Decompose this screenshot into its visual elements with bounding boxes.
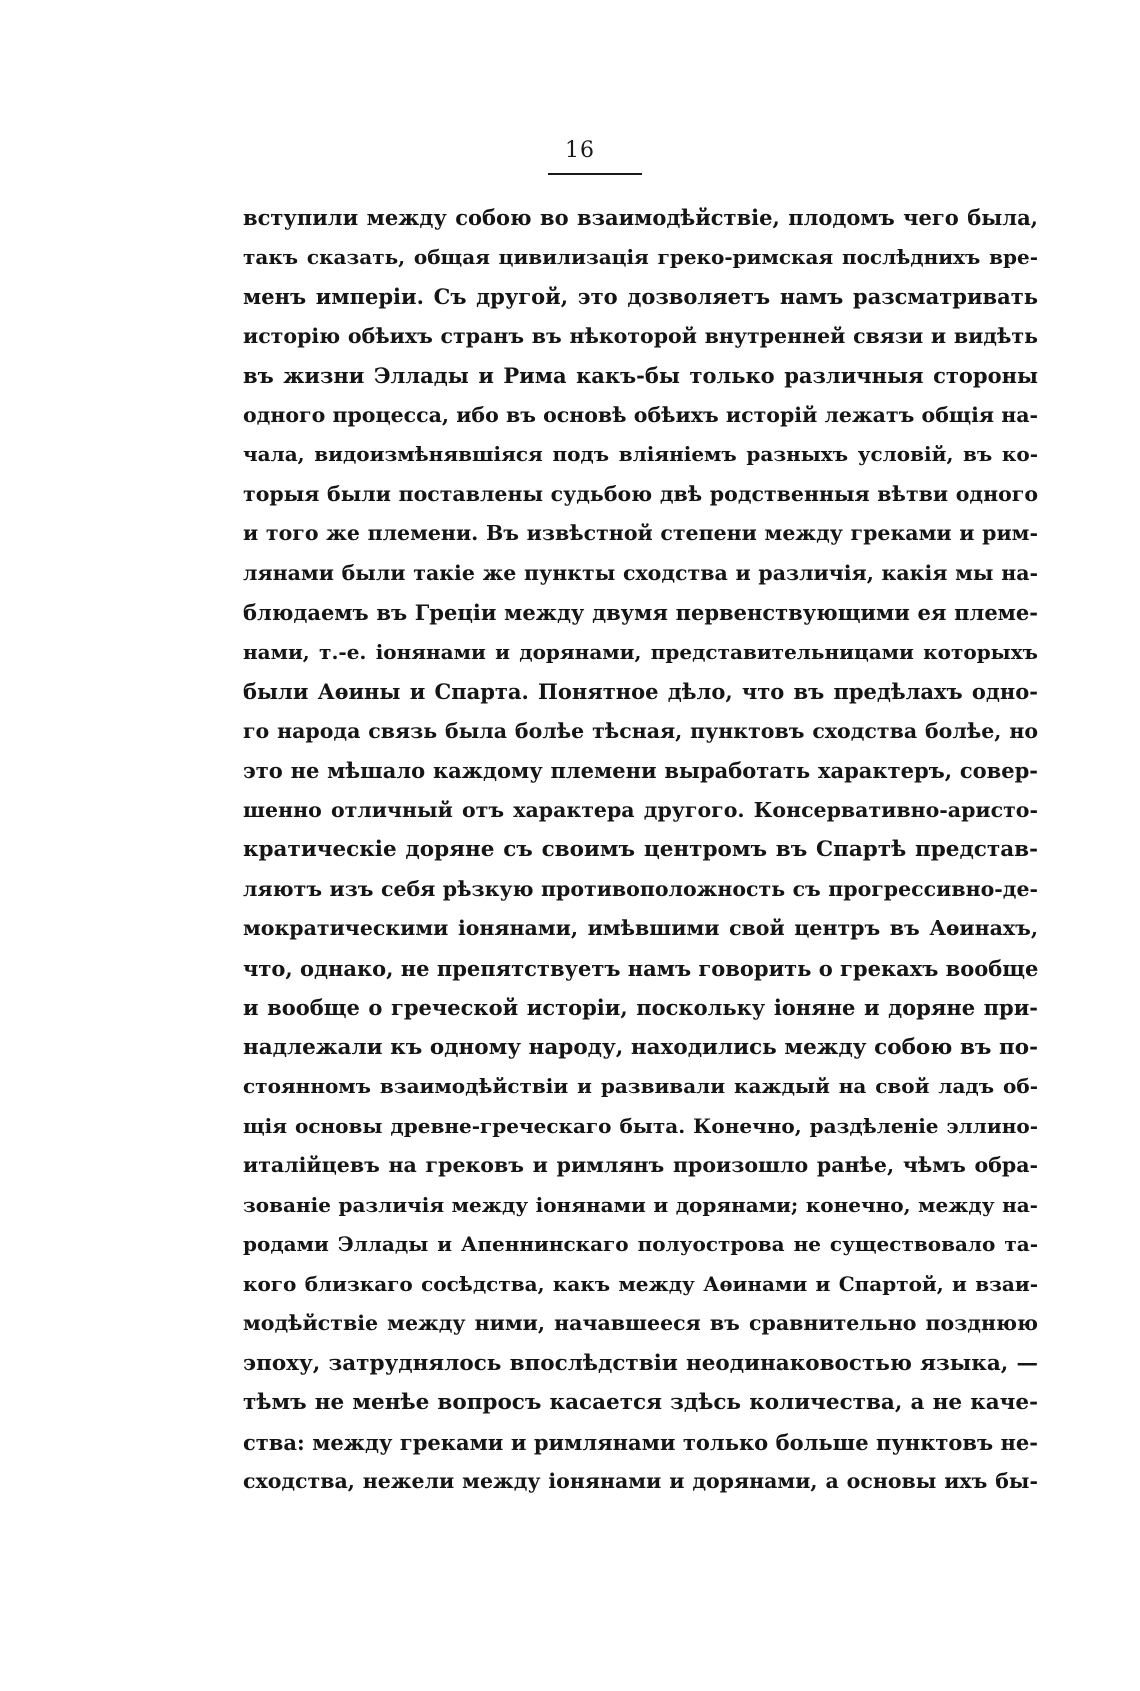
text-line: родами Эллады и Апеннинскаго полуострова не существовало та- — [243, 1232, 1038, 1256]
text-line: ляютъ изъ себя рѣзкую противоположность съ прогрессивно-де- — [243, 876, 1038, 901]
text-line: одного процесса, ибо въ основѣ обѣихъ исторій лежатъ общія на- — [243, 402, 1038, 427]
text-line: тѣмъ не менѣе вопросъ касается здѣсь количества, а не каче- — [243, 1390, 1038, 1415]
text-line: были Аѳины и Спарта. Понятное дѣло, что въ предѣлахъ одно- — [243, 679, 1038, 704]
text-line: италійцевъ на грековъ и римлянъ произошло ранѣе, чѣмъ обра- — [243, 1153, 1038, 1177]
text-line: чала, видоизмѣнявшіяся подъ вліяніемъ разныхъ условій, въ ко- — [243, 442, 1038, 466]
text-line: сходства, нежели между іонянами и дорянами, а основы ихъ бы- — [243, 1469, 1038, 1493]
text-line: исторію обѣихъ странъ въ нѣкоторой внутренней связи и видѣть — [243, 323, 1038, 348]
text-line: и того же племени. Въ извѣстной степени между греками и рим- — [243, 521, 1038, 545]
text-line: модѣйствіе между ними, начавшееся въ сравнительно позднюю — [243, 1311, 1038, 1335]
body-text — [243, 198, 1038, 1502]
text-line: го народа связь была болѣе тѣсная, пунктовъ сходства болѣе, но — [243, 718, 1038, 743]
text-line: менъ имперіи. Съ другой, это дозволяетъ намъ разсматривать — [243, 284, 1038, 309]
text-line: зованіе различія между іонянами и дорянами; конечно, между на- — [243, 1192, 1038, 1217]
text-line: торыя были поставлены судьбою двѣ родственныя вѣтви одного — [243, 481, 1038, 506]
text-line: шенно отличный отъ характера другого. Консервативно-аристо- — [243, 797, 1038, 822]
text-line: щія основы древне-греческаго быта. Конечно, раздѣленіе эллино- — [243, 1113, 1038, 1138]
text-line: мократическими іонянами, имѣвшими свой центръ въ Аѳинахъ, — [243, 916, 1038, 940]
text-line: лянами были такіе же пункты сходства и различія, какія мы на- — [243, 560, 1038, 585]
text-line: блюдаемъ въ Греціи между двумя первенствующими ея племе- — [243, 600, 1038, 625]
text-line: эпоху, затруднялось впослѣдствіи неодинаковостью языка, — — [243, 1350, 1038, 1376]
text-line: въ жизни Эллады и Рима какъ-бы только различныя стороны — [243, 363, 1038, 388]
text-line: надлежали къ одному народу, находились между собою въ по- — [243, 1034, 1038, 1060]
text-line: кратическіе доряне съ своимъ центромъ въ Спартѣ представ- — [243, 837, 1038, 862]
header-rule — [548, 173, 642, 175]
text-line: это не мѣшало каждому племени выработать характеръ, совер- — [243, 758, 1038, 783]
text-line: стоянномъ взаимодѣйствіи и развивали каждый на свой ладъ об- — [243, 1074, 1038, 1098]
text-line: нами, т.-е. іонянами и дорянами, представительницами которыхъ — [243, 639, 1038, 664]
text-line: что, однако, не препятствуетъ намъ говорить о грекахъ вообще — [243, 955, 1039, 981]
text-line: кого близкаго сосѣдства, какъ между Аѳинами и Спартой, и взаи- — [243, 1271, 1038, 1296]
text-line: и вообще о греческой исторіи, поскольку іоняне и доряне при- — [243, 995, 1038, 1020]
page-number: 16 — [565, 138, 595, 163]
text-line: ства: между греками и римлянами только больше пунктовъ не- — [243, 1429, 1038, 1455]
text-line: такъ сказать, общая цивилизація греко-римская послѣднихъ вре- — [243, 244, 1038, 269]
text-line: вступили между собою во взаимодѣйствіе, плодомъ чего была, — [243, 205, 1038, 230]
